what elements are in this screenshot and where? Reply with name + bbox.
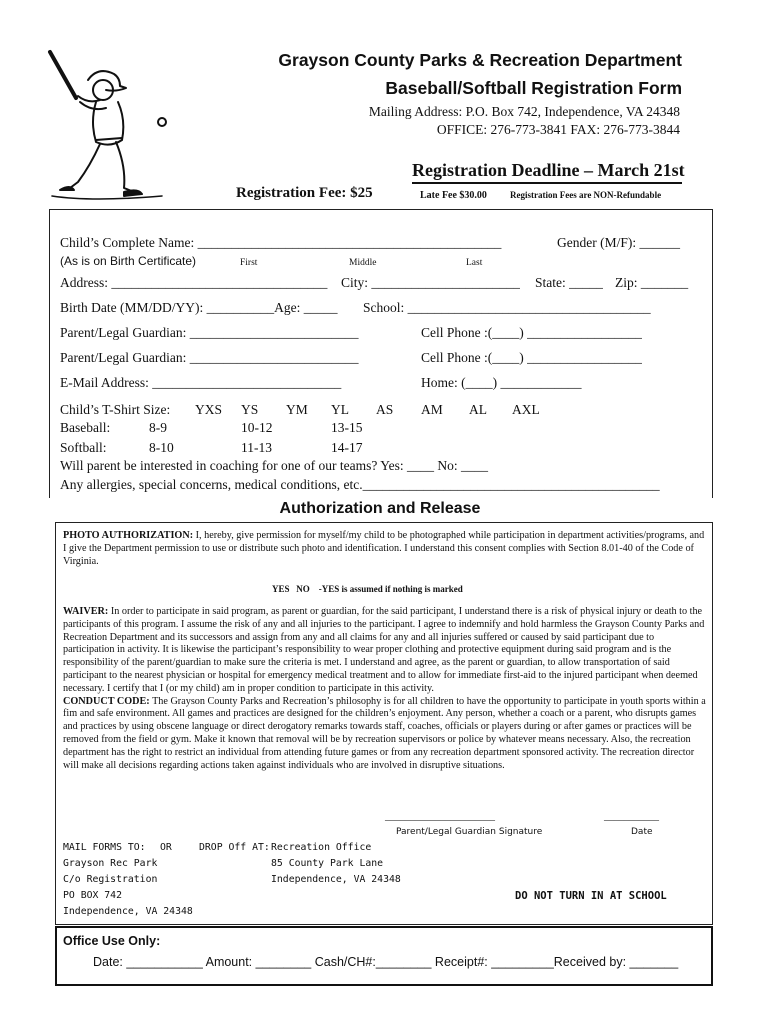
mail-line: Grayson Rec Park <box>63 858 158 869</box>
conduct-code-heading: CONDUCT CODE: <box>63 695 150 707</box>
guardian-2-field[interactable]: Parent/Legal Guardian: _________________________ <box>60 350 359 365</box>
city-field[interactable]: City: ______________________ <box>341 275 520 290</box>
drop-line: Recreation Office <box>271 842 372 853</box>
last-name-label: Last <box>466 258 483 268</box>
first-name-label: First <box>240 258 258 268</box>
gender-field[interactable]: Gender (M/F): ______ <box>557 235 680 250</box>
size-option[interactable]: AS <box>376 402 394 417</box>
mail-line: Independence, VA 24348 <box>63 906 193 917</box>
size-option[interactable]: YXS <box>195 402 223 417</box>
registration-fee: Registration Fee: $25 <box>236 185 373 201</box>
office-use-fields[interactable]: Date: ___________ Amount: ________ Cash/CH#:________ Receipt#: _________Received by: _______ <box>93 955 679 969</box>
or-label: OR <box>160 842 172 853</box>
authorization-title: Authorization and Release <box>279 500 481 517</box>
size-option[interactable]: AXL <box>512 402 540 417</box>
zip-field[interactable]: Zip: _______ <box>615 275 689 290</box>
non-refundable-note: Registration Fees are NON-Refundable <box>510 190 662 200</box>
allergies-field[interactable]: Any allergies, special concerns, medical conditions, etc.____________________________________________ <box>60 477 660 492</box>
guardian-1-field[interactable]: Parent/Legal Guardian: _________________________ <box>60 325 359 340</box>
home-phone-field[interactable]: Home: (____) ____________ <box>421 375 582 390</box>
size-option[interactable]: AL <box>469 402 487 417</box>
baseball-age-option[interactable]: 13-15 <box>331 420 363 435</box>
softball-age-option[interactable]: 14-17 <box>331 440 363 455</box>
size-option[interactable]: YS <box>241 402 259 417</box>
baseball-player-logo <box>30 40 180 205</box>
org-title: Grayson County Parks & Recreation Department <box>278 50 682 70</box>
form-title: Baseball/Softball Registration Form <box>385 78 682 98</box>
waiver-text: In order to participate in said program, as parent or guardian, for the said participant, I understand there is a risk of physical injury or death to the participants of this program. I assume the risk of any and all injuries to the participant. I agree to indemnify and hold harmless the Grayson County Parks and Recreation Department and its successors and assign from any and all claims for any and all injuries suffered or caused by said participant due to participation in activity. It is likewise the participant’s responsibility to wear proper clothing and protective equipment during said program and is the responsibility of the parent/guardian to make sure the criteria is met. I understand and agree, as the parent or guardian, to allow transportation of said participant to the nearest physician or hospital for emergency medical treatment and to allow for immediate first-aid to the injured participant when deemed necessary. I certify that I (or my child) am in proper condition to participate in this activity. <box>63 606 705 694</box>
waiver-heading: WAIVER: <box>63 606 109 617</box>
mail-line: C/o Registration <box>63 874 158 885</box>
coaching-question[interactable]: Will parent be interested in coaching for one of our teams? Yes: ____ No: ____ <box>60 458 488 473</box>
size-option[interactable]: YM <box>286 402 308 417</box>
waiver-section <box>63 606 708 772</box>
baseball-label: Baseball: <box>60 420 111 435</box>
photo-yes-no-option[interactable]: YES NO -YES is assumed if nothing is marked <box>272 584 463 594</box>
office-phone: OFFICE: 276-773-3841 FAX: 276-773-3844 <box>436 122 680 137</box>
drop-off-label: DROP Off AT: <box>199 842 270 853</box>
drop-line: Independence, VA 24348 <box>271 874 401 885</box>
cell-phone-2-field[interactable]: Cell Phone :(____) _________________ <box>421 350 642 365</box>
baseball-age-option[interactable]: 10-12 <box>241 420 273 435</box>
office-use-title: Office Use Only: <box>63 934 161 948</box>
mailing-address: Mailing Address: P.O. Box 742, Independence, VA 24348 <box>368 104 680 119</box>
conduct-code-text: The Grayson County Parks and Recreation’s philosophy is for all children to have the opportunity to participate in youth sports within a fim and safe environment. All games and practices are designed for the children’s enjoyment. Any person, whether a coach or a parent, who disrupts games and practices by using obscene language or direct derogatory remarks towards staff, coaches, officials or players during or after games or practices will be removed from the field or gym. Make it known that removal will be by recreation supervisors or police by whatever means necessary. Also, the recreation department has the right to restrict an individual from attending future games or from any recreation department sponsored activity. The recreation director will make all decisions regarding actions taken against individuals who are involved in disruptive situations. <box>63 695 706 771</box>
birth-certificate-note: (As is on Birth Certificate) <box>60 254 197 268</box>
date-label: Date <box>631 827 653 837</box>
softball-label: Softball: <box>60 440 107 455</box>
address-field[interactable]: Address: ________________________________ <box>60 275 328 290</box>
softball-age-option[interactable]: 11-13 <box>241 440 272 455</box>
softball-age-option[interactable]: 8-10 <box>149 440 174 455</box>
email-field[interactable]: E-Mail Address: ____________________________ <box>60 375 342 390</box>
cell-phone-1-field[interactable]: Cell Phone :(____) _________________ <box>421 325 642 340</box>
photo-authorization-text: I, hereby, give permission for myself/my child to be photographed while participation in department activities/programs, and I give the Department permission to use or distribute such photo and identification. I understand this consent complies with Section 8.01-40 of the Code of Virginia. <box>63 530 705 567</box>
registration-deadline: Registration Deadline – March 21st <box>412 160 682 184</box>
mail-line: PO BOX 742 <box>63 890 122 901</box>
middle-name-label: Middle <box>349 258 377 268</box>
do-not-turn-in-notice: DO NOT TURN IN AT SCHOOL <box>515 890 667 902</box>
drop-line: 85 County Park Lane <box>271 858 384 869</box>
child-name-field[interactable]: Child’s Complete Name: _____________________________________________ <box>60 235 502 250</box>
date-line[interactable]: ___________ <box>604 811 659 822</box>
school-field[interactable]: School: ____________________________________ <box>363 300 651 315</box>
size-option[interactable]: AM <box>421 402 443 417</box>
late-fee: Late Fee $30.00 <box>420 190 487 201</box>
baseball-age-option[interactable]: 8-9 <box>149 420 167 435</box>
size-option[interactable]: YL <box>331 402 349 417</box>
state-field[interactable]: State: _____ <box>535 275 603 290</box>
signature-line[interactable]: ______________________ <box>385 811 495 822</box>
birth-date-age-field[interactable]: Birth Date (MM/DD/YY): __________Age: _____ <box>60 300 338 315</box>
photo-authorization-heading: PHOTO AUTHORIZATION: <box>63 530 194 541</box>
tshirt-size-label: Child’s T-Shirt Size: <box>60 402 171 417</box>
signature-label: Parent/Legal Guardian Signature <box>396 827 543 837</box>
mail-forms-label: MAIL FORMS TO: <box>63 842 146 853</box>
photo-authorization <box>63 530 708 568</box>
